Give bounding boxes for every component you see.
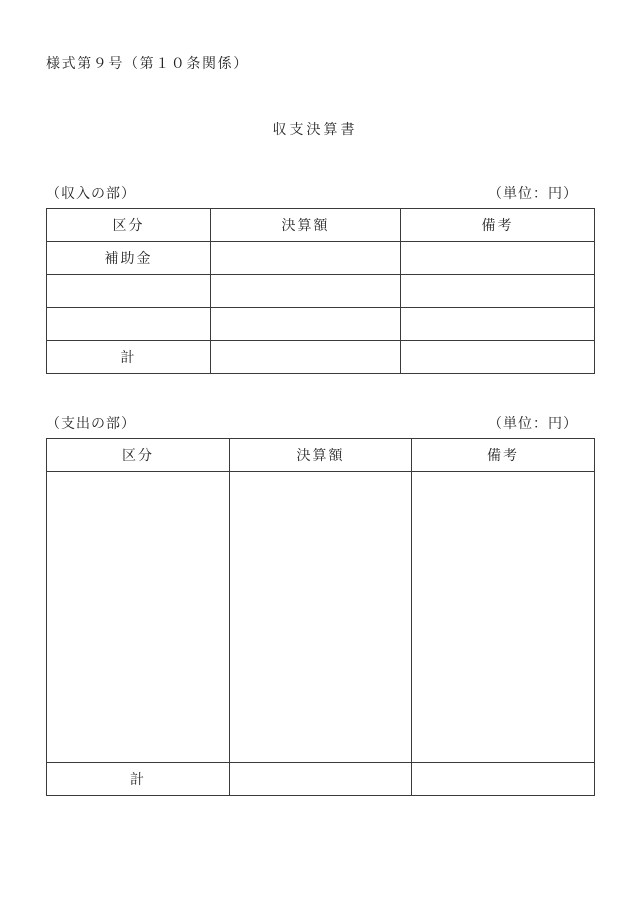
income-cell-category: 補助金 (47, 242, 211, 275)
table-row (47, 308, 595, 341)
expense-total-remarks (412, 763, 595, 796)
income-cell-remarks (401, 242, 595, 275)
expense-table (46, 438, 595, 796)
expense-section-heading: （支出の部） (46, 416, 136, 432)
table-row (47, 242, 595, 275)
expense-cell-amount (230, 472, 412, 763)
expense-cell-remarks (412, 472, 595, 763)
income-total-remarks (401, 341, 595, 374)
table-row (47, 275, 595, 308)
expense-col-amount: 決算額 (230, 439, 412, 472)
income-cell-amount (211, 275, 401, 308)
table-row (47, 472, 595, 763)
income-header-row (47, 209, 595, 242)
income-cell-amount (211, 242, 401, 275)
income-col-amount: 決算額 (211, 209, 401, 242)
income-cell-category (47, 308, 211, 341)
income-col-category: 区分 (47, 209, 211, 242)
expense-total-amount (230, 763, 412, 796)
income-total-row (47, 341, 595, 374)
form-number: 様式第９号（第１０条関係） (46, 56, 249, 72)
income-section-heading: （収入の部） (46, 186, 136, 202)
expense-cell-category (47, 472, 230, 763)
income-total-label: 計 (47, 341, 211, 374)
income-unit-label: （単位：円） (488, 186, 578, 202)
expense-total-row (47, 763, 595, 796)
expense-header-row (47, 439, 595, 472)
expense-col-remarks: 備考 (412, 439, 595, 472)
income-cell-remarks (401, 308, 595, 341)
expense-col-category: 区分 (47, 439, 230, 472)
income-col-remarks: 備考 (401, 209, 595, 242)
income-table (46, 208, 595, 374)
income-cell-category (47, 275, 211, 308)
expense-unit-label: （単位：円） (488, 416, 578, 432)
income-cell-amount (211, 308, 401, 341)
income-total-amount (211, 341, 401, 374)
income-cell-remarks (401, 275, 595, 308)
expense-total-label: 計 (47, 763, 230, 796)
document-title: 収支決算書 (272, 122, 358, 138)
